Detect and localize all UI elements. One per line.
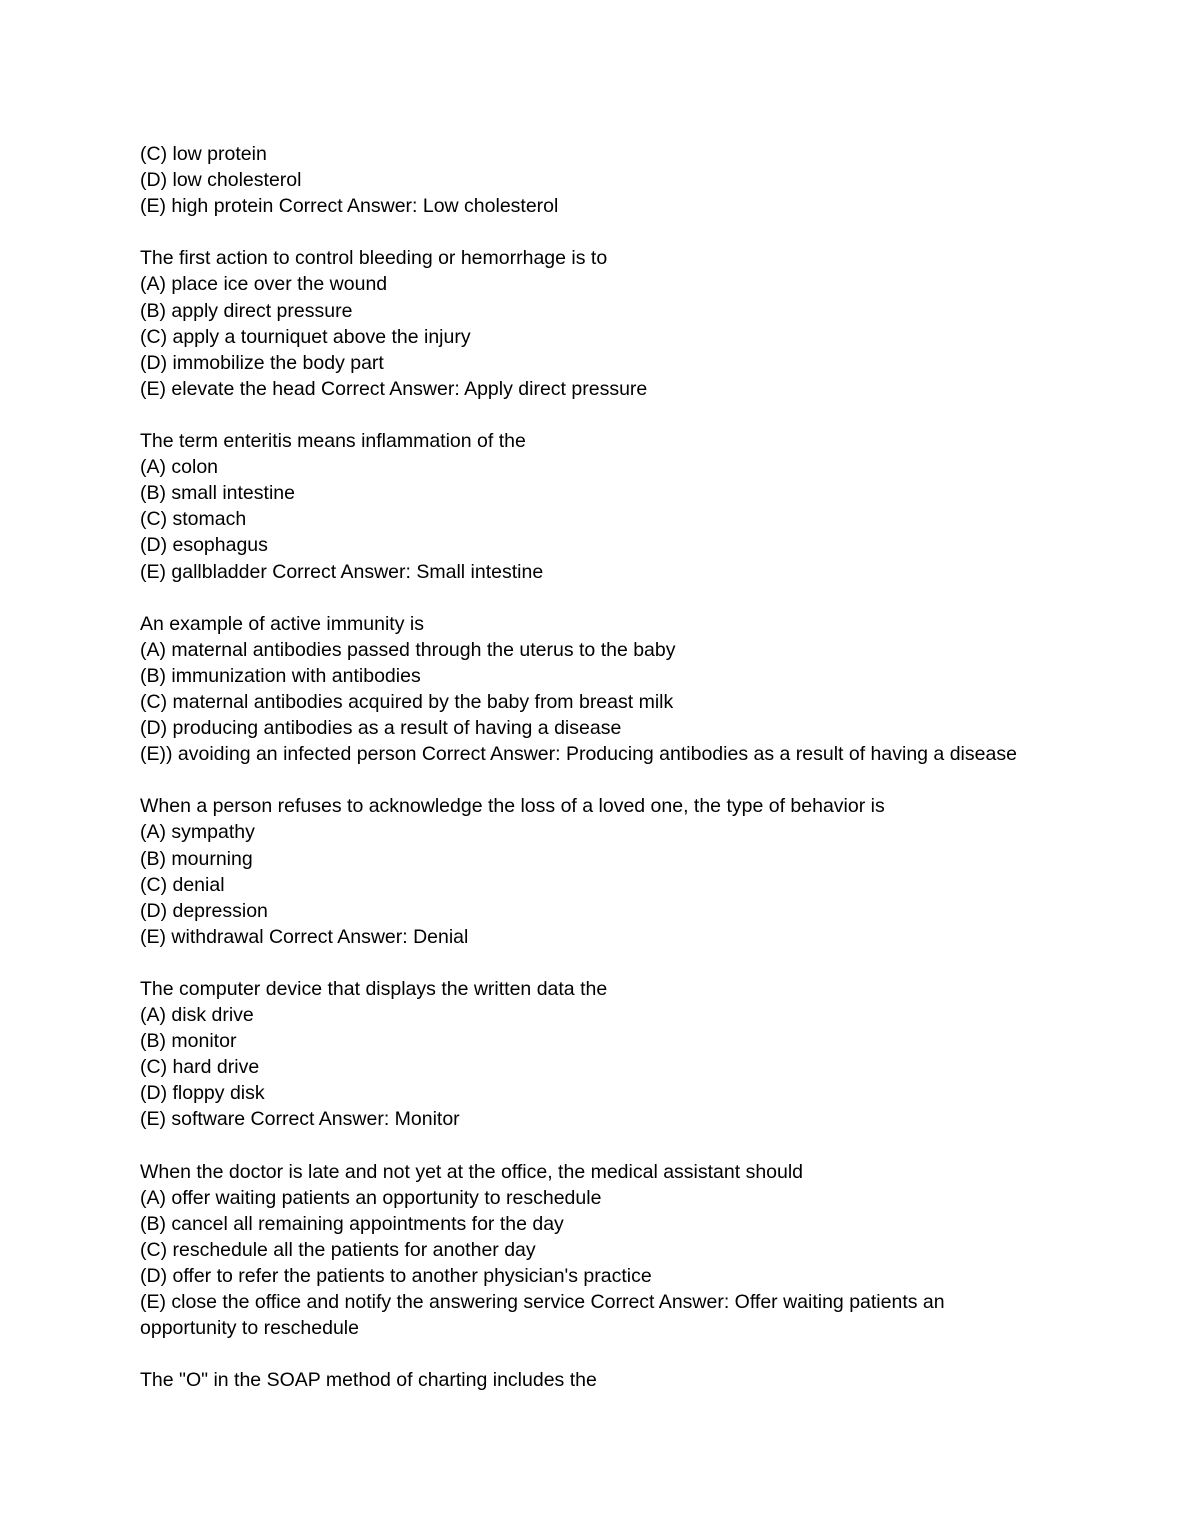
question-text: When the doctor is late and not yet at the office, the medical assistant should <box>140 1160 804 1183</box>
answer-option: (A) disk drive <box>140 1004 254 1027</box>
answer-option: (B) immunization with antibodies <box>140 664 421 687</box>
answer-option-with-correct-answer: (E) close the office and notify the answering service Correct Answer: Offer waiting patients an <box>140 1291 945 1314</box>
question-block-4 <box>140 611 1040 768</box>
answer-option: (B) mourning <box>140 847 253 870</box>
question-text: The computer device that displays the written data the <box>140 978 608 1000</box>
answer-option: (C) apply a tourniquet above the injury <box>140 325 471 348</box>
answer-option: (B) cancel all remaining appointments for the day <box>140 1212 564 1235</box>
answer-option: (C) stomach <box>140 508 247 531</box>
question-text: The first action to control bleeding or hemorrhage is to <box>140 247 608 270</box>
answer-option: (D) low cholesterol <box>140 169 302 192</box>
question-text: An example of active immunity is <box>140 612 424 635</box>
answer-option: (D) offer to refer the patients to another physician's practice <box>140 1265 652 1288</box>
question-text: The term enteritis means inflammation of the <box>140 430 526 453</box>
question-block-1 <box>140 141 1040 219</box>
question-block-3 <box>140 428 1040 585</box>
answer-option: (D) producing antibodies as a result of having a disease <box>140 717 622 740</box>
answer-option: (B) monitor <box>140 1030 237 1053</box>
answer-option: (C) reschedule all the patients for another day <box>140 1238 536 1261</box>
answer-option: (D) depression <box>140 899 268 922</box>
answer-option-with-correct-answer: (E) withdrawal Correct Answer: Denial <box>140 925 469 948</box>
answer-option: (B) apply direct pressure <box>140 299 353 322</box>
question-block-6 <box>140 976 1040 1133</box>
question-block-7 <box>140 1159 1040 1342</box>
answer-option: (C) maternal antibodies acquired by the baby from breast milk <box>140 690 674 713</box>
answer-option: (D) immobilize the body part <box>140 351 384 374</box>
answer-option-with-correct-answer: (E) high protein Correct Answer: Low cholesterol <box>140 195 559 218</box>
answer-option: (A) offer waiting patients an opportunity to reschedule <box>140 1186 602 1209</box>
answer-option: (A) sympathy <box>140 821 255 844</box>
answer-option: (C) hard drive <box>140 1056 260 1079</box>
question-block-8 <box>140 1367 1040 1393</box>
answer-option-with-correct-answer: (E) elevate the head Correct Answer: Apply direct pressure <box>140 377 648 400</box>
question-text: The "O" in the SOAP method of charting includes the <box>140 1369 597 1392</box>
answer-option-continuation: opportunity to reschedule <box>140 1317 359 1340</box>
answer-option: (A) colon <box>140 456 219 479</box>
answer-option: (A) place ice over the wound <box>140 273 388 296</box>
answer-option-with-correct-answer: (E) software Correct Answer: Monitor <box>140 1108 460 1131</box>
answer-option: (C) low protein <box>140 143 267 165</box>
question-text: When a person refuses to acknowledge the loss of a loved one, the type of behavior is <box>140 795 885 818</box>
answer-option: (B) small intestine <box>140 482 295 505</box>
answer-option-with-correct-answer: (E)) avoiding an infected person Correct Answer: Producing antibodies as a result of having a disease <box>140 743 1017 766</box>
document-page <box>140 141 1040 1420</box>
question-block-5 <box>140 793 1040 950</box>
answer-option: (D) esophagus <box>140 534 268 557</box>
answer-option: (A) maternal antibodies passed through the uterus to the baby <box>140 638 676 661</box>
answer-option-with-correct-answer: (E) gallbladder Correct Answer: Small intestine <box>140 560 544 583</box>
question-block-2 <box>140 245 1040 402</box>
answer-option: (C) denial <box>140 873 225 896</box>
answer-option: (D) floppy disk <box>140 1082 265 1105</box>
